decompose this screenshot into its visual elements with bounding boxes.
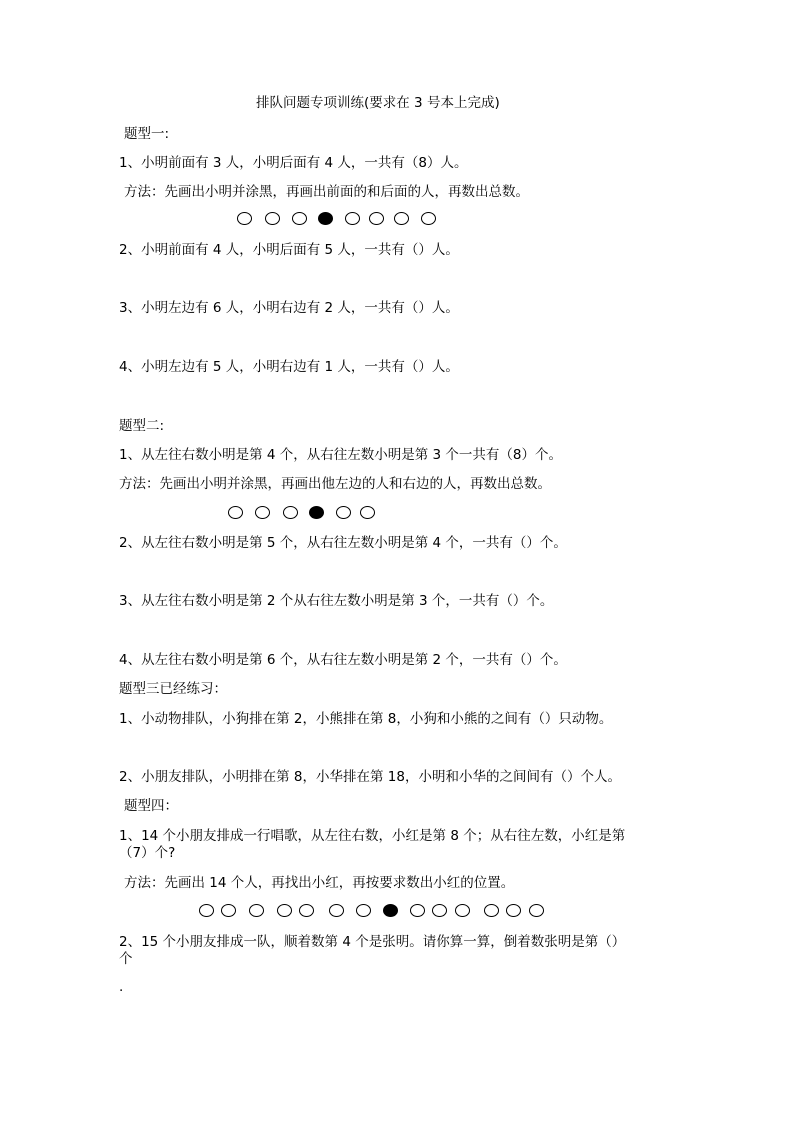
- person-circle: [292, 212, 307, 225]
- section-2-question-3: 3、从左往右数小明是第 2 个从右往左数小明是第 3 个，一共有（）个。: [119, 593, 554, 609]
- person-circle: [529, 904, 544, 917]
- section-4-question-2: 2、15 个小朋友排成一队，顺着数第 4 个是张明。请你算一算，倒着数张明是第（）: [119, 934, 626, 950]
- section-1-question-3: 3、小明左边有 6 人，小明右边有 2 人，一共有（）人。: [119, 300, 459, 316]
- person-circle: [277, 904, 292, 917]
- person-circle: [421, 212, 436, 225]
- section-4-method: 方法：先画出 14 个人，再找出小红，再按要求数出小红的位置。: [124, 875, 515, 891]
- person-circle: [506, 904, 521, 917]
- section-1-question-1: 1、小明前面有 3 人，小明后面有 4 人，一共有（8）人。: [119, 155, 468, 171]
- person-circle: [336, 506, 351, 519]
- person-circle: [329, 904, 344, 917]
- section-4-heading: 题型四：: [124, 798, 178, 814]
- person-circle: [255, 506, 270, 519]
- section-2-heading: 题型二:: [119, 418, 165, 434]
- person-circle: [369, 212, 384, 225]
- person-circle: [228, 506, 243, 519]
- section-1-method: 方法：先画出小明并涂黑，再画出前面的和后面的人，再数出总数。: [124, 184, 529, 200]
- person-circle: [265, 212, 280, 225]
- section-3-heading: 题型三已经练习：: [119, 681, 227, 697]
- person-circle: [249, 904, 264, 917]
- section-4-question-2-cont: 个: [119, 951, 133, 967]
- person-circle: [484, 904, 499, 917]
- filled-person-circle: [383, 904, 398, 917]
- section-2-question-1: 1、从左往右数小明是第 4 个，从右往左数小明是第 3 个一共有（8）个。: [119, 447, 563, 463]
- person-circle: [221, 904, 236, 917]
- section-2-method: 方法：先画出小明并涂黑，再画出他左边的人和右边的人，再数出总数。: [119, 476, 551, 492]
- person-circle: [199, 904, 214, 917]
- person-circle: [432, 904, 447, 917]
- person-circle: [410, 904, 425, 917]
- section-1-question-2: 2、小明前面有 4 人，小明后面有 5 人，一共有（）人。: [119, 242, 459, 258]
- section-4-question-1: 1、14 个小朋友排成一行唱歌，从左往右数，小红是第 8 个；从右往左数，小红是第: [119, 828, 626, 844]
- person-circle: [356, 904, 371, 917]
- section-4-question-1-cont: （7）个?: [119, 845, 176, 861]
- trailing-dot: .: [119, 979, 124, 995]
- section-3-question-2: 2、小朋友排队，小明排在第 8，小华排在第 18，小明和小华的之间间有（）个人。: [119, 769, 621, 785]
- section-2-question-2: 2、从左往右数小明是第 5 个，从右往左数小明是第 4 个，一共有（）个。: [119, 535, 567, 551]
- person-circle: [394, 212, 409, 225]
- section-2-question-4: 4、从左往右数小明是第 6 个，从右往左数小明是第 2 个，一共有（）个。: [119, 652, 567, 668]
- section-3-question-1: 1、小动物排队，小狗排在第 2，小熊排在第 8，小狗和小熊的之间有（）只动物。: [119, 711, 613, 727]
- person-circle: [455, 904, 470, 917]
- person-circle: [299, 904, 314, 917]
- section-1-question-4: 4、小明左边有 5 人，小明右边有 1 人，一共有（）人。: [119, 359, 459, 375]
- section-1-heading: 题型一:: [124, 126, 170, 142]
- filled-person-circle: [318, 212, 333, 225]
- person-circle: [283, 506, 298, 519]
- filled-person-circle: [309, 506, 324, 519]
- person-circle: [237, 212, 252, 225]
- person-circle: [360, 506, 375, 519]
- page-title: 排队问题专项训练(要求在 3 号本上完成): [256, 95, 500, 111]
- person-circle: [345, 212, 360, 225]
